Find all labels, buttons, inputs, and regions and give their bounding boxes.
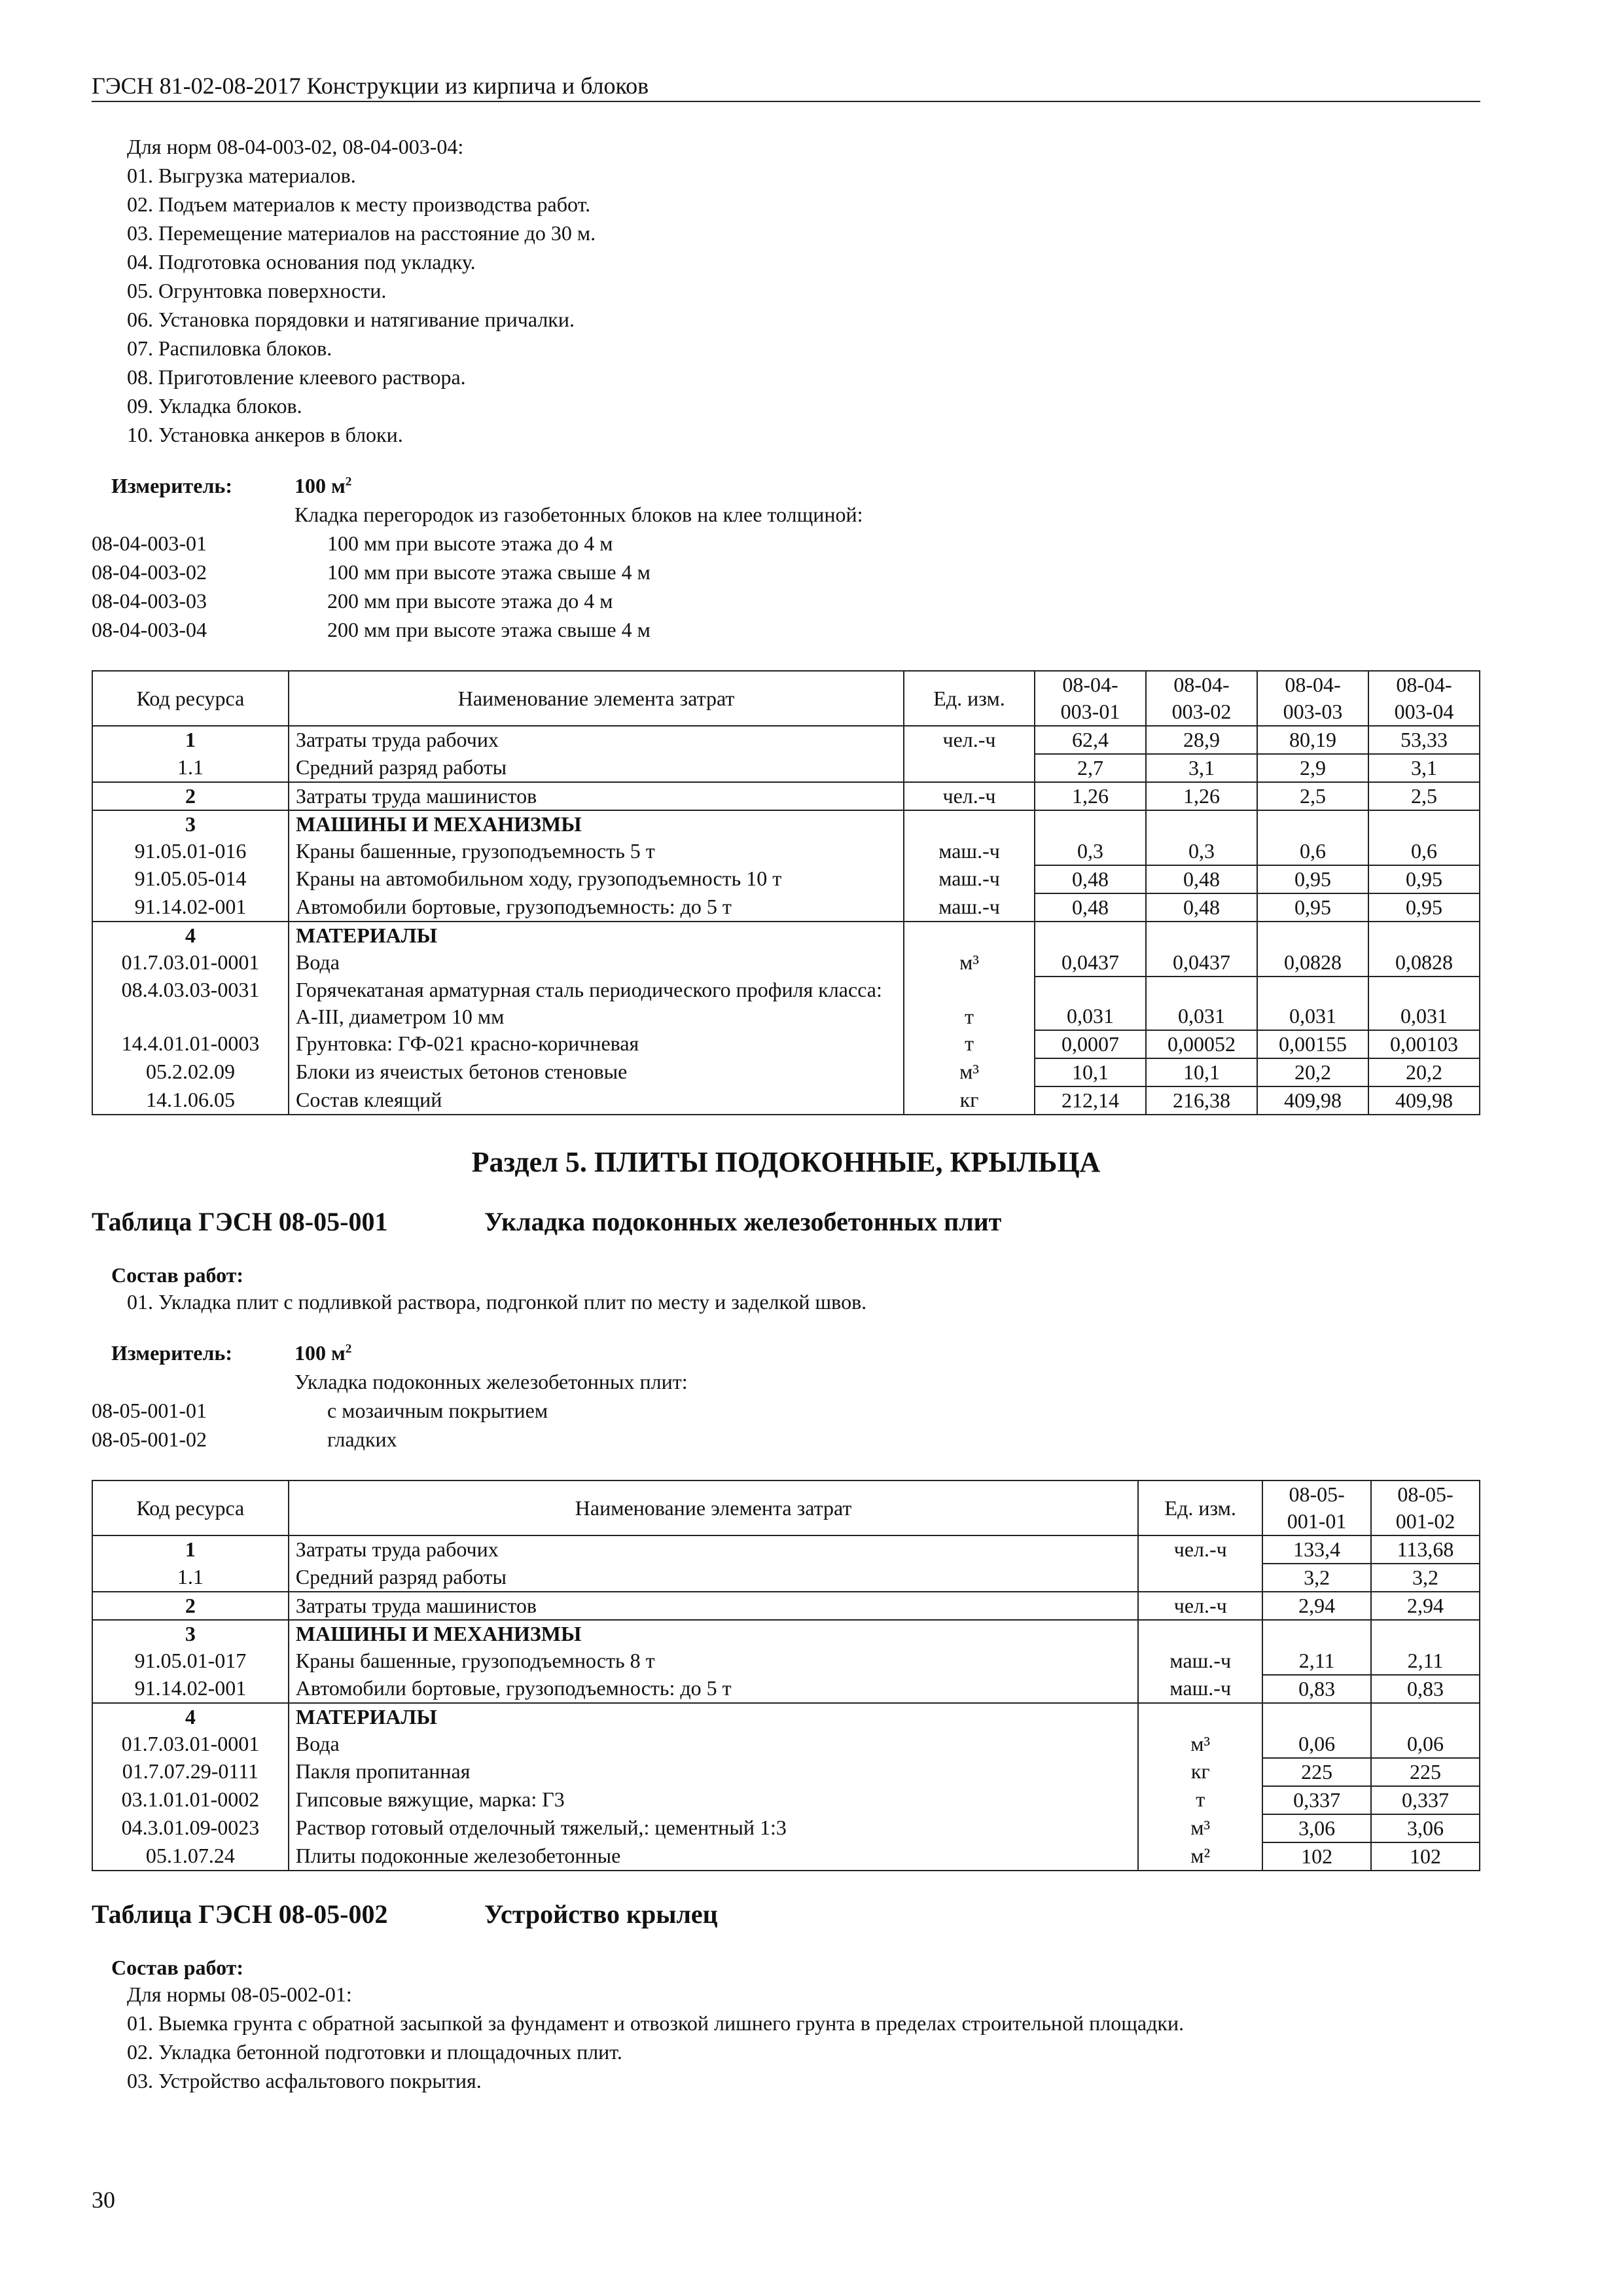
norm-value: 2,5 bbox=[1368, 782, 1480, 810]
norm-value: 0,0437 bbox=[1035, 949, 1146, 977]
resource-code: 01.7.03.01-0001 bbox=[92, 1731, 289, 1758]
norm-value: 20,2 bbox=[1368, 1058, 1480, 1086]
table-row bbox=[92, 1758, 1480, 1786]
norm-value: 2,11 bbox=[1262, 1647, 1371, 1675]
table-row bbox=[92, 1647, 1480, 1675]
resource-code: 01.7.03.01-0001 bbox=[92, 949, 289, 977]
resource-code: 14.1.06.05 bbox=[92, 1086, 289, 1115]
norm-value bbox=[1035, 922, 1146, 949]
table-row bbox=[92, 1086, 1480, 1115]
column-header: 08-04- 003-02 bbox=[1146, 671, 1257, 726]
cost-element-name: Средний разряд работы bbox=[289, 754, 904, 782]
table-row bbox=[92, 810, 1480, 838]
resource-table-1 bbox=[92, 670, 1480, 1115]
norm-value: 0,95 bbox=[1368, 865, 1480, 893]
norm-value: 3,2 bbox=[1262, 1564, 1371, 1592]
column-header: 08-04- 003-01 bbox=[1035, 671, 1146, 726]
table-row bbox=[92, 1731, 1480, 1758]
unit-of-measure: м³ bbox=[904, 949, 1035, 977]
meter-title: Укладка подоконных железобетонных плит: bbox=[294, 1370, 688, 1393]
table-title-08-05-002 bbox=[92, 1899, 1480, 1929]
composition-list-2 bbox=[92, 1980, 1480, 2095]
norm-value bbox=[1371, 1620, 1480, 1647]
table-number: Таблица ГЭСН 08-05-002 bbox=[92, 1899, 388, 1929]
norm-value: 0,0437 bbox=[1146, 949, 1257, 977]
table-row bbox=[92, 865, 1480, 893]
meter-item bbox=[92, 529, 1480, 558]
list-item: Для норм 08-04-003-02, 08-04-003-04: bbox=[127, 135, 464, 158]
norm-value: 0,031 bbox=[1257, 977, 1368, 1030]
cost-element-name: Краны на автомобильном ходу, грузоподъемность 10 т bbox=[289, 865, 904, 893]
norm-code: 08-05-001-01 bbox=[92, 1399, 207, 1422]
norm-code: 08-05-001-02 bbox=[92, 1427, 207, 1451]
resource-code: 05.1.07.24 bbox=[92, 1842, 289, 1871]
table-row bbox=[92, 754, 1480, 782]
resource-code: 3 bbox=[92, 810, 289, 838]
composition-heading-1: Состав работ: bbox=[111, 1263, 244, 1287]
norm-value: 3,06 bbox=[1262, 1814, 1371, 1842]
norm-value: 10,1 bbox=[1146, 1058, 1257, 1086]
norm-value: 0,00103 bbox=[1368, 1030, 1480, 1058]
meter-unit-sup: 2 bbox=[345, 475, 352, 489]
norm-value: 0,3 bbox=[1146, 838, 1257, 865]
meter-unit bbox=[294, 1338, 351, 1367]
resource-code: 1.1 bbox=[92, 1564, 289, 1592]
unit-of-measure: маш.-ч bbox=[1138, 1675, 1262, 1703]
table-row bbox=[92, 949, 1480, 977]
unit-of-measure: маш.-ч bbox=[1138, 1647, 1262, 1675]
list-item: 01. Выгрузка материалов. bbox=[127, 164, 356, 187]
norm-value: 0,83 bbox=[1371, 1675, 1480, 1703]
norm-value: 3,1 bbox=[1146, 754, 1257, 782]
unit-of-measure: м³ bbox=[904, 1058, 1035, 1086]
norm-value: 0,48 bbox=[1146, 893, 1257, 922]
cost-element-name: Средний разряд работы bbox=[289, 1564, 1139, 1592]
norm-value: 3,06 bbox=[1371, 1814, 1480, 1842]
table-row bbox=[92, 1030, 1480, 1058]
norm-value: 3,1 bbox=[1368, 754, 1480, 782]
unit-of-measure bbox=[1138, 1703, 1262, 1731]
meter-spacer bbox=[92, 1367, 294, 1396]
resource-code: 04.3.01.09-0023 bbox=[92, 1814, 289, 1842]
norm-value: 225 bbox=[1371, 1758, 1480, 1786]
column-header: Ед. изм. bbox=[1138, 1480, 1262, 1535]
norm-value: 0,6 bbox=[1257, 838, 1368, 865]
norm-value: 0,83 bbox=[1262, 1675, 1371, 1703]
page-number: 30 bbox=[92, 2187, 115, 2213]
cost-element-name: Блоки из ячеистых бетонов стеновые bbox=[289, 1058, 904, 1086]
unit-of-measure: кг bbox=[1138, 1758, 1262, 1786]
norm-value: 20,2 bbox=[1257, 1058, 1368, 1086]
unit-of-measure bbox=[1138, 1620, 1262, 1647]
meter-item bbox=[92, 1396, 1480, 1425]
unit-of-measure bbox=[1138, 1564, 1262, 1592]
column-header: Наименование элемента затрат bbox=[289, 1480, 1139, 1535]
norm-value: 216,38 bbox=[1146, 1086, 1257, 1115]
meter-item bbox=[92, 586, 1480, 615]
table-row bbox=[92, 1564, 1480, 1592]
composition-item: 01. Выемка грунта с обратной засыпкой за фундамент и отвозкой лишнего грунта в пределах строительной площадки. bbox=[127, 2011, 1185, 2035]
norm-value: 0,3 bbox=[1035, 838, 1146, 865]
unit-of-measure: маш.-ч bbox=[904, 893, 1035, 922]
resource-code: 05.2.02.09 bbox=[92, 1058, 289, 1086]
norm-value: 102 bbox=[1371, 1842, 1480, 1871]
cost-element-name: Затраты труда машинистов bbox=[289, 782, 904, 810]
norm-value: 80,19 bbox=[1257, 726, 1368, 754]
list-item: 04. Подготовка основания под укладку. bbox=[127, 250, 476, 274]
cost-element-name: Гипсовые вяжущие, марка: Г3 bbox=[289, 1786, 1139, 1814]
meter-unit-text: 100 м bbox=[294, 1341, 346, 1365]
unit-of-measure: м³ bbox=[1138, 1814, 1262, 1842]
norm-code: 08-04-003-04 bbox=[92, 618, 207, 641]
norm-value bbox=[1257, 810, 1368, 838]
cost-element-name: Вода bbox=[289, 949, 904, 977]
norm-value: 409,98 bbox=[1257, 1086, 1368, 1115]
norm-value: 53,33 bbox=[1368, 726, 1480, 754]
norm-value bbox=[1035, 810, 1146, 838]
norm-value: 3,2 bbox=[1371, 1564, 1480, 1592]
meter-unit-text: 100 м bbox=[294, 474, 346, 497]
composition-item: 02. Укладка бетонной подготовки и площадочных плит. bbox=[127, 2040, 622, 2064]
resource-code: 91.14.02-001 bbox=[92, 1675, 289, 1703]
norm-value: 409,98 bbox=[1368, 1086, 1480, 1115]
unit-of-measure: кг bbox=[904, 1086, 1035, 1115]
cost-element-name: Краны башенные, грузоподъемность 5 т bbox=[289, 838, 904, 865]
norm-value: 0,031 bbox=[1035, 977, 1146, 1030]
resource-code: 1 bbox=[92, 726, 289, 754]
norm-value: 2,9 bbox=[1257, 754, 1368, 782]
unit-of-measure bbox=[904, 922, 1035, 949]
norm-value: 133,4 bbox=[1262, 1535, 1371, 1564]
norm-value: 28,9 bbox=[1146, 726, 1257, 754]
meter-item bbox=[92, 1425, 1480, 1454]
cost-element-name: Пакля пропитанная bbox=[289, 1758, 1139, 1786]
resource-code: 91.14.02-001 bbox=[92, 893, 289, 922]
list-item: 08. Приготовление клеевого раствора. bbox=[127, 365, 466, 389]
table-title-08-05-001 bbox=[92, 1206, 1480, 1237]
norm-value: 0,48 bbox=[1035, 865, 1146, 893]
resource-code: 14.4.01.01-0003 bbox=[92, 1030, 289, 1058]
composition-item: Для нормы 08-05-002-01: bbox=[127, 1982, 352, 2006]
norm-value: 0,00052 bbox=[1146, 1030, 1257, 1058]
table-row bbox=[92, 922, 1480, 949]
norm-value: 0,6 bbox=[1368, 838, 1480, 865]
norm-code: 08-04-003-03 bbox=[92, 589, 207, 613]
cost-element-name: МАТЕРИАЛЫ bbox=[289, 1703, 1139, 1731]
norm-value: 2,7 bbox=[1035, 754, 1146, 782]
norm-value: 1,26 bbox=[1035, 782, 1146, 810]
norm-value: 0,48 bbox=[1035, 893, 1146, 922]
list-item: 06. Установка порядовки и натягивание причалки. bbox=[127, 308, 575, 331]
norm-description: 200 мм при высоте этажа свыше 4 м bbox=[327, 618, 651, 641]
column-header: Наименование элемента затрат bbox=[289, 671, 904, 726]
column-header: Ед. изм. bbox=[904, 671, 1035, 726]
norm-value: 225 bbox=[1262, 1758, 1371, 1786]
meter-unit-sup: 2 bbox=[345, 1342, 352, 1356]
meter-label: Измеритель: bbox=[111, 474, 232, 497]
meter-label: Измеритель: bbox=[111, 1341, 232, 1365]
table-row bbox=[92, 1620, 1480, 1647]
cost-element-name: Плиты подоконные железобетонные bbox=[289, 1842, 1139, 1871]
norm-value bbox=[1257, 922, 1368, 949]
meter-spacer bbox=[92, 500, 294, 529]
resource-code: 1 bbox=[92, 1535, 289, 1564]
resource-code: 3 bbox=[92, 1620, 289, 1647]
resource-code: 2 bbox=[92, 782, 289, 810]
resource-code: 4 bbox=[92, 1703, 289, 1731]
unit-of-measure: м³ bbox=[1138, 1731, 1262, 1758]
norm-value: 2,5 bbox=[1257, 782, 1368, 810]
cost-element-name: Краны башенные, грузоподъемность 8 т bbox=[289, 1647, 1139, 1675]
list-item: 09. Укладка блоков. bbox=[127, 394, 302, 418]
cost-element-name: Состав клеящий bbox=[289, 1086, 904, 1115]
norm-value: 0,0007 bbox=[1035, 1030, 1146, 1058]
unit-of-measure: т bbox=[1138, 1786, 1262, 1814]
norm-value: 0,0828 bbox=[1257, 949, 1368, 977]
unit-of-measure: т bbox=[904, 977, 1035, 1030]
document-page bbox=[92, 72, 1480, 2095]
top-work-list bbox=[92, 132, 1480, 449]
resource-code: 01.7.07.29-0111 bbox=[92, 1758, 289, 1786]
unit-of-measure: чел.-ч bbox=[1138, 1592, 1262, 1620]
unit-of-measure bbox=[904, 754, 1035, 782]
norm-value: 102 bbox=[1262, 1842, 1371, 1871]
list-item: 07. Распиловка блоков. bbox=[127, 336, 332, 360]
meter-block-2 bbox=[92, 1338, 1480, 1454]
table-row bbox=[92, 1703, 1480, 1731]
table-number: Таблица ГЭСН 08-05-001 bbox=[92, 1207, 388, 1236]
norm-value bbox=[1371, 1703, 1480, 1731]
table-row bbox=[92, 1675, 1480, 1703]
table-row bbox=[92, 838, 1480, 865]
norm-value bbox=[1262, 1620, 1371, 1647]
column-header: Код ресурса bbox=[92, 1480, 289, 1535]
resource-code: 1.1 bbox=[92, 754, 289, 782]
table-name: Устройство крылец bbox=[484, 1899, 718, 1929]
table-row bbox=[92, 1535, 1480, 1564]
unit-of-measure bbox=[904, 810, 1035, 838]
norm-value: 0,337 bbox=[1262, 1786, 1371, 1814]
unit-of-measure: т bbox=[904, 1030, 1035, 1058]
unit-of-measure: чел.-ч bbox=[904, 782, 1035, 810]
cost-element-name: Затраты труда рабочих bbox=[289, 726, 904, 754]
meter-row bbox=[92, 1367, 1480, 1396]
running-header: ГЭСН 81-02-08-2017 Конструкции из кирпича и блоков bbox=[92, 72, 1480, 102]
cost-element-name: МАШИНЫ И МЕХАНИЗМЫ bbox=[289, 810, 904, 838]
cost-element-name: МАТЕРИАЛЫ bbox=[289, 922, 904, 949]
resource-code: 08.4.03.03-0031 bbox=[92, 977, 289, 1030]
norm-value bbox=[1368, 810, 1480, 838]
resource-code: 91.05.05-014 bbox=[92, 865, 289, 893]
composition-item: 03. Устройство асфальтового покрытия. bbox=[127, 2069, 482, 2092]
cost-element-name: Грунтовка: ГФ-021 красно-коричневая bbox=[289, 1030, 904, 1058]
resource-code: 4 bbox=[92, 922, 289, 949]
norm-value: 113,68 bbox=[1371, 1535, 1480, 1564]
table-row bbox=[92, 893, 1480, 922]
cost-element-name: Вода bbox=[289, 1731, 1139, 1758]
resource-code: 03.1.01.01-0002 bbox=[92, 1786, 289, 1814]
meter-item bbox=[92, 615, 1480, 644]
meter-item bbox=[92, 558, 1480, 586]
table-row bbox=[92, 782, 1480, 810]
unit-of-measure: маш.-ч bbox=[904, 838, 1035, 865]
norm-description: с мозаичным покрытием bbox=[327, 1399, 548, 1422]
cost-element-name: Затраты труда машинистов bbox=[289, 1592, 1139, 1620]
table-name: Укладка подоконных железобетонных плит bbox=[484, 1207, 1002, 1236]
cost-element-name: Автомобили бортовые, грузоподъемность: до 5 т bbox=[289, 1675, 1139, 1703]
cost-element-name: Раствор готовый отделочный тяжелый,: цементный 1:3 bbox=[289, 1814, 1139, 1842]
norm-value bbox=[1368, 922, 1480, 949]
meter-row bbox=[92, 471, 1480, 500]
norm-value: 0,48 bbox=[1146, 865, 1257, 893]
norm-value bbox=[1146, 810, 1257, 838]
table-row bbox=[92, 726, 1480, 754]
norm-value: 2,94 bbox=[1371, 1592, 1480, 1620]
norm-value: 2,94 bbox=[1262, 1592, 1371, 1620]
composition-item: 01. Укладка плит с подливкой раствора, подгонкой плит по месту и заделкой швов. bbox=[127, 1290, 867, 1314]
norm-value: 0,95 bbox=[1257, 893, 1368, 922]
table-row bbox=[92, 1592, 1480, 1620]
norm-code: 08-04-003-01 bbox=[92, 531, 207, 555]
norm-description: 200 мм при высоте этажа до 4 м bbox=[327, 589, 613, 613]
norm-value: 0,06 bbox=[1262, 1731, 1371, 1758]
table-row bbox=[92, 977, 1480, 1030]
meter-row bbox=[92, 1338, 1480, 1367]
meter-title: Кладка перегородок из газобетонных блоков на клее толщиной: bbox=[294, 503, 863, 526]
cost-element-name: Горячекатаная арматурная сталь периодического профиля класса: А-III, диаметром 10 мм bbox=[289, 977, 904, 1030]
norm-value: 0,031 bbox=[1368, 977, 1480, 1030]
unit-of-measure: чел.-ч bbox=[904, 726, 1035, 754]
composition-list-1 bbox=[92, 1287, 1480, 1316]
meter-unit bbox=[294, 471, 351, 500]
column-header: Код ресурса bbox=[92, 671, 289, 726]
resource-table-2 bbox=[92, 1480, 1480, 1871]
column-header: 08-04- 003-03 bbox=[1257, 671, 1368, 726]
norm-value: 0,00155 bbox=[1257, 1030, 1368, 1058]
table-row bbox=[92, 1842, 1480, 1871]
norm-code: 08-04-003-02 bbox=[92, 560, 207, 584]
composition-heading-2: Состав работ: bbox=[111, 1956, 244, 1979]
list-item: 10. Установка анкеров в блоки. bbox=[127, 423, 403, 446]
norm-value: 0,031 bbox=[1146, 977, 1257, 1030]
table-row bbox=[92, 1814, 1480, 1842]
meter-row bbox=[92, 500, 1480, 529]
list-item: 05. Огрунтовка поверхности. bbox=[127, 279, 387, 302]
norm-value: 1,26 bbox=[1146, 782, 1257, 810]
norm-value: 2,11 bbox=[1371, 1647, 1480, 1675]
norm-value: 0,337 bbox=[1371, 1786, 1480, 1814]
norm-value bbox=[1146, 922, 1257, 949]
resource-code: 91.05.01-016 bbox=[92, 838, 289, 865]
norm-value: 10,1 bbox=[1035, 1058, 1146, 1086]
section-title: Раздел 5. ПЛИТЫ ПОДОКОННЫЕ, КРЫЛЬЦА bbox=[471, 1146, 1101, 1178]
unit-of-measure: чел.-ч bbox=[1138, 1535, 1262, 1564]
norm-value: 0,0828 bbox=[1368, 949, 1480, 977]
resource-code: 2 bbox=[92, 1592, 289, 1620]
cost-element-name: Автомобили бортовые, грузоподъемность: до 5 т bbox=[289, 893, 904, 922]
norm-value: 0,95 bbox=[1257, 865, 1368, 893]
list-item: 03. Перемещение материалов на расстояние до 30 м. bbox=[127, 221, 596, 245]
cost-element-name: МАШИНЫ И МЕХАНИЗМЫ bbox=[289, 1620, 1139, 1647]
resource-code: 91.05.01-017 bbox=[92, 1647, 289, 1675]
unit-of-measure: маш.-ч bbox=[904, 865, 1035, 893]
meter-block-1 bbox=[92, 471, 1480, 644]
norm-value: 0,95 bbox=[1368, 893, 1480, 922]
norm-value: 212,14 bbox=[1035, 1086, 1146, 1115]
norm-description: 100 мм при высоте этажа свыше 4 м bbox=[327, 560, 651, 584]
list-item: 02. Подъем материалов к месту производства работ. bbox=[127, 192, 591, 216]
cost-element-name: Затраты труда рабочих bbox=[289, 1535, 1139, 1564]
column-header: 08-05- 001-02 bbox=[1371, 1480, 1480, 1535]
norm-value: 0,06 bbox=[1371, 1731, 1480, 1758]
column-header: 08-05- 001-01 bbox=[1262, 1480, 1371, 1535]
norm-description: 100 мм при высоте этажа до 4 м bbox=[327, 531, 613, 555]
table-row bbox=[92, 1058, 1480, 1086]
column-header: 08-04- 003-04 bbox=[1368, 671, 1480, 726]
norm-value bbox=[1262, 1703, 1371, 1731]
unit-of-measure: м² bbox=[1138, 1842, 1262, 1871]
norm-value: 62,4 bbox=[1035, 726, 1146, 754]
norm-description: гладких bbox=[327, 1427, 397, 1451]
table-row bbox=[92, 1786, 1480, 1814]
